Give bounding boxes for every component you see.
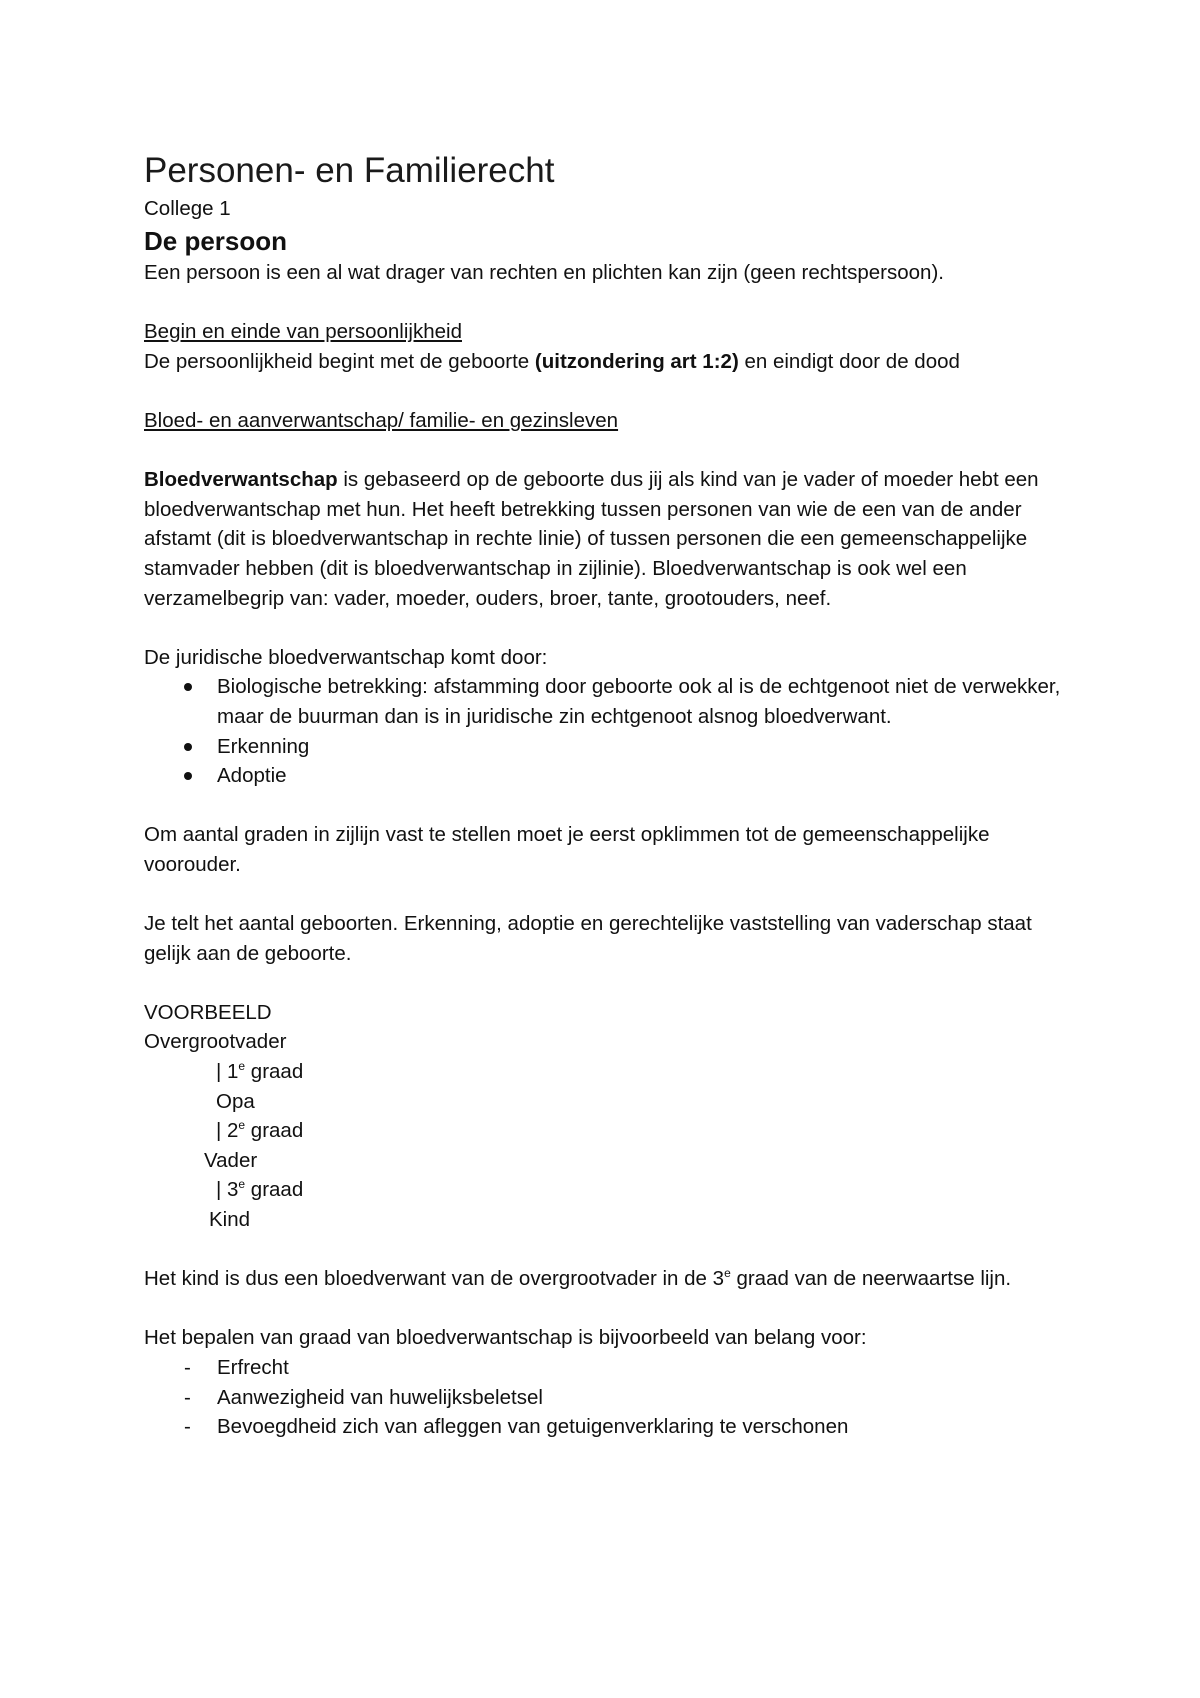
bullet-icon: [184, 743, 192, 751]
spacer: [144, 879, 1064, 909]
conclusion-paragraph: [144, 1264, 1064, 1294]
document-subtitle: College 1: [144, 197, 231, 220]
tree-node-opa: Opa: [216, 1089, 255, 1113]
bold-span: (uitzondering art 1:2): [534, 349, 739, 373]
list-item-text: Aanwezigheid van huwelijksbeletsel: [217, 1385, 543, 1409]
tree-degree-2: [144, 1116, 1064, 1146]
list-item: [144, 1353, 1064, 1383]
subsection-title-persoonlijkheid: Begin en einde van persoonlijkheid: [144, 320, 462, 344]
degree-bar: | 3: [216, 1178, 239, 1202]
text-span: Het kind is dus een bloedverwant van de overgrootvader in de 3: [144, 1267, 725, 1291]
intro-paragraph: Een persoon is een al wat drager van rechten en plichten kan zijn (geen rechtspersoon).: [144, 261, 944, 284]
text-span: en eindigt door de dood: [738, 349, 960, 373]
degree-sup: e: [238, 1059, 246, 1074]
belang-paragraph: Het bepalen van graad van bloedverwantschap is bijvoorbeeld van belang voor:: [144, 1326, 867, 1350]
list-item: [144, 672, 1064, 731]
tree-degree-3: [144, 1175, 1064, 1205]
dash-icon: -: [184, 1415, 191, 1439]
bullet-list: [144, 672, 1064, 790]
example-tree: [144, 998, 1064, 1235]
section-heading: De persoon: [144, 226, 288, 256]
degree-sup: e: [238, 1177, 246, 1192]
text-span: graad van de neerwaartse lijn.: [730, 1267, 1012, 1291]
degree-text: graad: [245, 1060, 304, 1084]
spacer: [144, 968, 1064, 998]
degree-text: graad: [245, 1119, 304, 1143]
list-item: [144, 1412, 1064, 1442]
degree-sup: e: [238, 1118, 246, 1133]
document-page: [144, 150, 1064, 1442]
list-item: [144, 732, 1064, 762]
tree-degree-1: [144, 1057, 1064, 1087]
list-intro: De juridische bloedverwantschap komt door:: [144, 645, 548, 669]
degree-bar: | 1: [216, 1060, 239, 1084]
geboorten-paragraph: Je telt het aantal geboorten. Erkenning, adoptie en gerechtelijke vaststelling van vaderschap staat gelijk aan de geboorte.: [144, 912, 1032, 965]
dash-icon: -: [184, 1385, 191, 1409]
list-item-text: Biologische betrekking: afstamming door geboorte ook al is de echtgenoot niet de verwekker, maar de buurman dan is in juridische zin echtgenoot alsnog bloedverwant.: [217, 675, 1061, 728]
tree-root: Overgrootvader: [144, 1030, 287, 1054]
spacer: [144, 1235, 1064, 1265]
degree-bar: | 2: [216, 1119, 239, 1143]
list-item: [144, 1383, 1064, 1413]
spacer: [144, 613, 1064, 643]
spacer: [144, 436, 1064, 466]
list-item: [144, 761, 1064, 791]
bold-term: Bloedverwantschap: [144, 468, 338, 492]
degree-text: graad: [245, 1178, 304, 1202]
bullet-icon: [184, 683, 192, 691]
tree-node-kind: Kind: [209, 1208, 251, 1231]
tree-node-vader: Vader: [204, 1148, 258, 1172]
document-title: Personen- en Familierecht: [144, 151, 555, 190]
persoonlijkheid-paragraph: [144, 347, 1064, 377]
text-span: De persoonlijkheid begint met de geboorte: [144, 349, 535, 373]
zijlijn-paragraph: Om aantal graden in zijlijn vast te stellen moet je eerst opklimmen tot de gemeenschappelijke voorouder.: [144, 823, 990, 876]
spacer: [144, 288, 1064, 318]
bloedverwantschap-paragraph: [144, 465, 1064, 613]
dash-icon: -: [184, 1355, 191, 1379]
bullet-icon: [184, 772, 192, 780]
dash-list: [144, 1353, 1064, 1442]
list-item-text: Erfrecht: [217, 1355, 289, 1379]
spacer: [144, 791, 1064, 821]
list-item-text: Erkenning: [217, 734, 310, 758]
subsection-title-verwantschap: Bloed- en aanverwantschap/ familie- en gezinsleven: [144, 408, 619, 432]
degree-sup: e: [724, 1266, 731, 1281]
example-label: VOORBEELD: [144, 1000, 272, 1024]
list-item-text: Adoptie: [217, 764, 287, 788]
list-item-text: Bevoegdheid zich van afleggen van getuigenverklaring te verschonen: [217, 1415, 849, 1439]
spacer: [144, 376, 1064, 406]
spacer: [144, 1294, 1064, 1324]
text-span: is gebaseerd op de geboorte dus jij als kind van je vader of moeder hebt een bloedverwantschap met hun. Het heeft betrekking tussen personen van wie de een van de ander afstamt (dit is bloedverwantschap in rechte linie) of tussen personen die een gemeenschappelijke stamvader hebben (dit is bloedverwantschap in zijlinie). Bloedverwantschap is ook wel een verzamelbegrip van: vader, moeder, ouders, broer, tante, grootouders, neef.: [144, 468, 1039, 610]
